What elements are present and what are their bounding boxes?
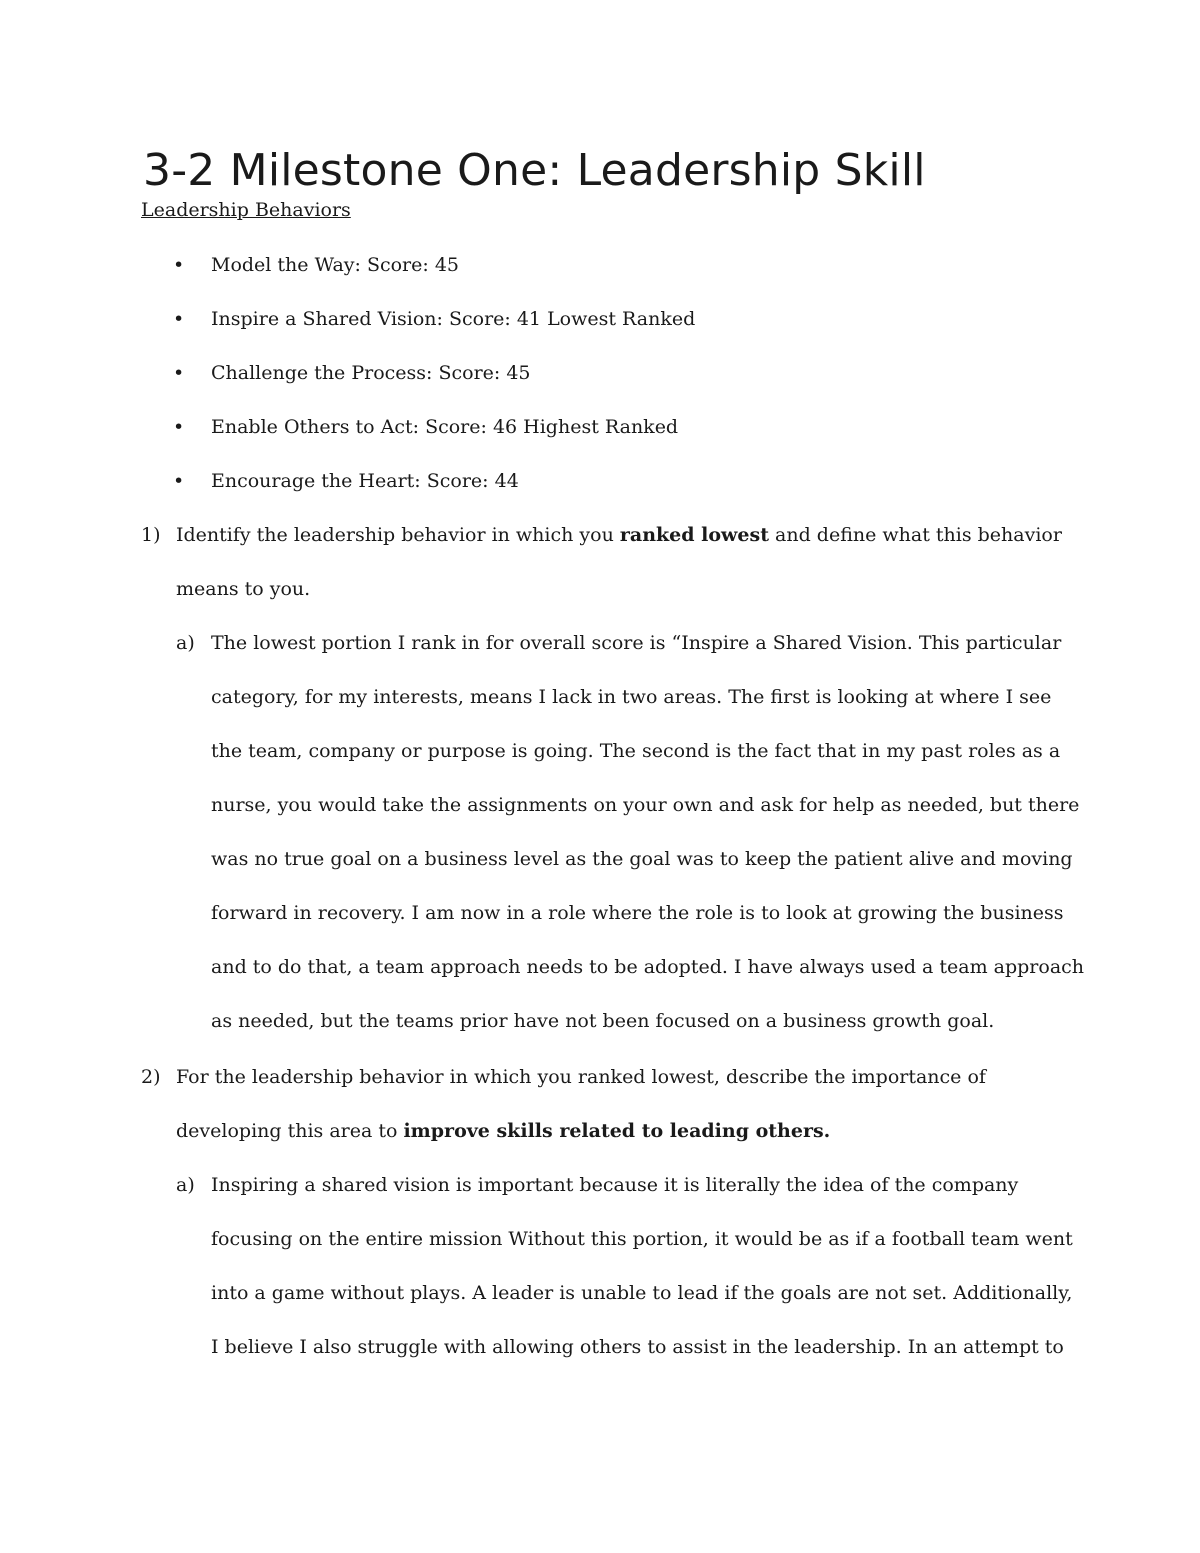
question-line: means to you. [176,578,311,600]
answer-letter: a) [176,632,195,654]
answer-text [211,616,1084,1048]
score-list [0,238,695,508]
answer-line: the team, company or purpose is going. The second is the fact that in my past roles as a [211,740,1061,762]
question-line: For the leadership behavior in which you ranked lowest, describe the importance of [176,1066,986,1088]
answer-line: category, for my interests, means I lack in two areas. The first is looking at where I see [211,686,1052,708]
score-item-text: Enable Others to Act: Score: 46 Highest Ranked [211,416,679,438]
question-text [176,508,1062,616]
list-item [0,454,695,508]
list-item [0,346,695,400]
score-item-text: Challenge the Process: Score: 45 [211,362,531,384]
question-text-segment: and define what this behavior [768,524,1062,546]
question-line [176,1104,986,1158]
question-emphasis: ranked lowest [619,524,769,546]
bullet-icon: • [173,416,185,438]
answer-line: I believe I also struggle with allowing others to assist in the leadership. In an attempt to [211,1336,1064,1358]
section-heading: Leadership Behaviors [141,199,351,221]
bullet-icon: • [173,254,185,276]
answer-line: into a game without plays. A leader is unable to lead if the goals are not set. Additionally, [211,1282,1073,1304]
bullet-icon: • [173,362,185,384]
answer-line: as needed, but the teams prior have not been focused on a business growth goal. [211,1010,995,1032]
question-emphasis: improve skills related to leading others. [403,1120,831,1142]
list-item [0,238,695,292]
question-text [176,1050,986,1158]
answer-line: was no true goal on a business level as the goal was to keep the patient alive and moving [211,848,1073,870]
question-number: 1) [141,524,161,546]
answer-line: The lowest portion I rank in for overall score is “Inspire a Shared Vision. This particular [211,632,1062,654]
list-item [0,400,695,454]
answer-line: nurse, you would take the assignments on your own and ask for help as needed, but there [211,794,1080,816]
answer-text [211,1158,1073,1374]
list-item [0,292,695,346]
question-text-segment: developing this area to [176,1120,404,1142]
question-line [176,508,1062,562]
question-text-segment: Identify the leadership behavior in which you [176,524,620,546]
bullet-icon: • [173,470,185,492]
score-item-text: Inspire a Shared Vision: Score: 41 Lowest Ranked [211,308,696,330]
answer-line: forward in recovery. I am now in a role where the role is to look at growing the business [211,902,1064,924]
bullet-icon: • [173,308,185,330]
page-title: 3-2 Milestone One: Leadership Skill [143,145,926,196]
score-item-text: Encourage the Heart: Score: 44 [211,470,519,492]
answer-line: focusing on the entire mission Without this portion, it would be as if a football team went [211,1228,1073,1250]
answer-line: and to do that, a team approach needs to be adopted. I have always used a team approach [211,956,1085,978]
answer-line: Inspiring a shared vision is important because it is literally the idea of the company [211,1174,1019,1196]
answer-letter: a) [176,1174,195,1196]
question-number: 2) [141,1066,161,1088]
score-item-text: Model the Way: Score: 45 [211,254,459,276]
